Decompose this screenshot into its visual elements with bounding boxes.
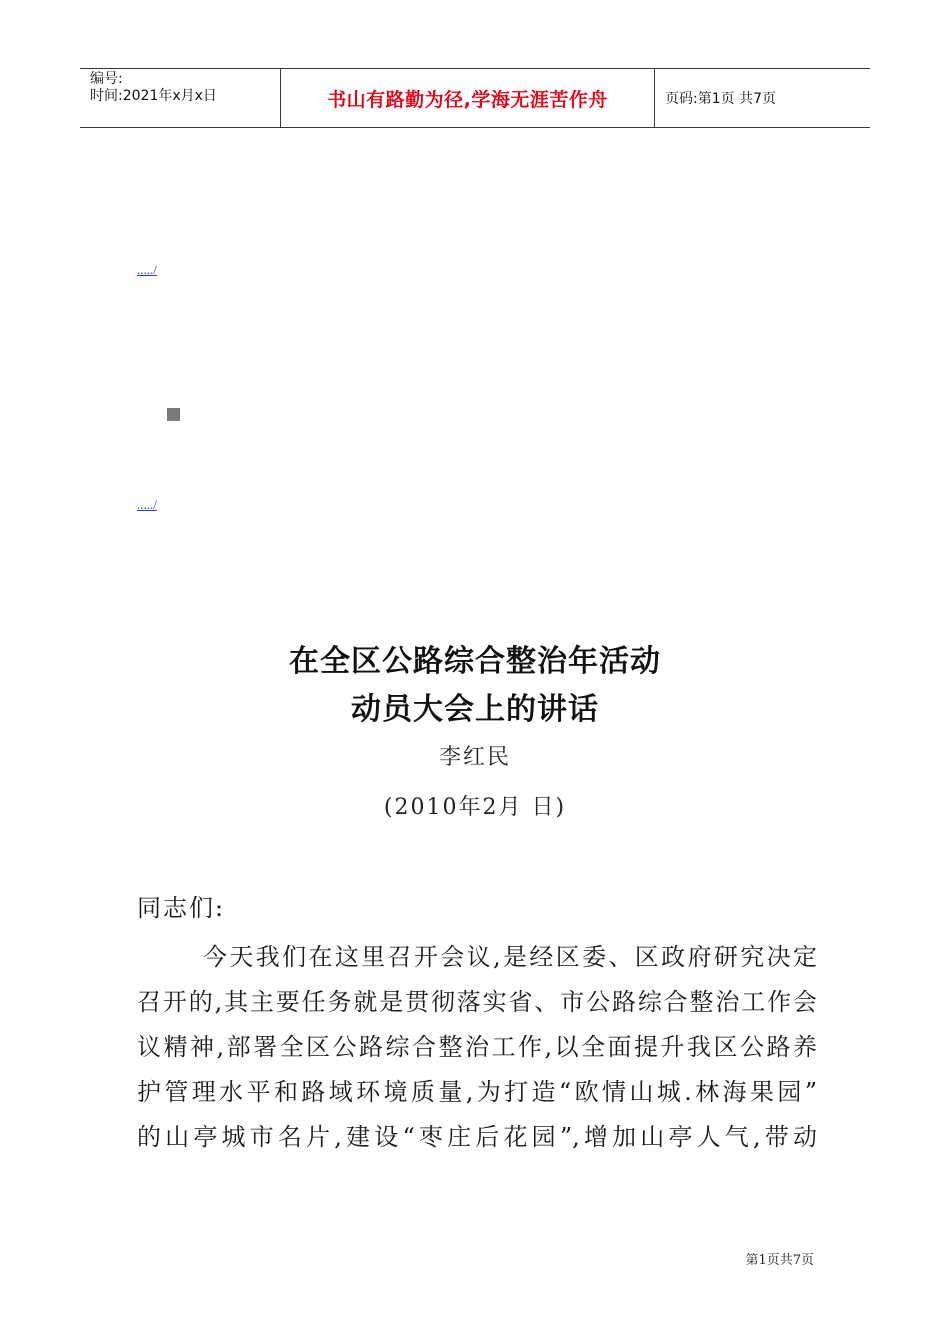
serial-label: 编号: bbox=[90, 71, 123, 87]
dot-link-bottom[interactable]: ...../ bbox=[137, 497, 157, 512]
salutation: 同志们: bbox=[137, 894, 226, 922]
broken-image-icon bbox=[167, 408, 180, 421]
paragraph-line: 的山亭城市名片,建设“枣庄后花园”,增加山亭人气,带动 bbox=[137, 1123, 817, 1151]
paragraph-line: 今天我们在这里召开会议,是经区委、区政府研究决定 bbox=[203, 943, 817, 971]
header-motto: 书山有路勤为径,学海无涯苦作舟 bbox=[281, 69, 655, 127]
document-title-line-2: 动员大会上的讲话 bbox=[351, 692, 599, 727]
header-page-info: 页码:第1页 共7页 bbox=[665, 91, 776, 107]
body-paragraph bbox=[137, 935, 817, 1160]
paragraph-line: 议精神,部署全区公路综合整治工作,以全面提升我区公路养 bbox=[137, 1033, 817, 1061]
header-table bbox=[80, 68, 870, 128]
header-meta bbox=[80, 69, 281, 127]
page-footer: 第1页共7页 bbox=[745, 1253, 814, 1268]
dot-link-top[interactable]: ...../ bbox=[137, 262, 157, 277]
paragraph-line: 召开的,其主要任务就是贯彻落实省、市公路综合整治工作会 bbox=[137, 988, 817, 1016]
time-label: 时间:2021年x月x日 bbox=[90, 88, 217, 104]
speech-date: (2010年2月 日) bbox=[383, 795, 567, 820]
paragraph-line: 护管理水平和路域环境质量,为打造“欧情山城.林海果园” bbox=[137, 1078, 817, 1106]
author-name: 李红民 bbox=[438, 745, 511, 770]
document-title-line-1: 在全区公路综合整治年活动 bbox=[289, 644, 661, 679]
